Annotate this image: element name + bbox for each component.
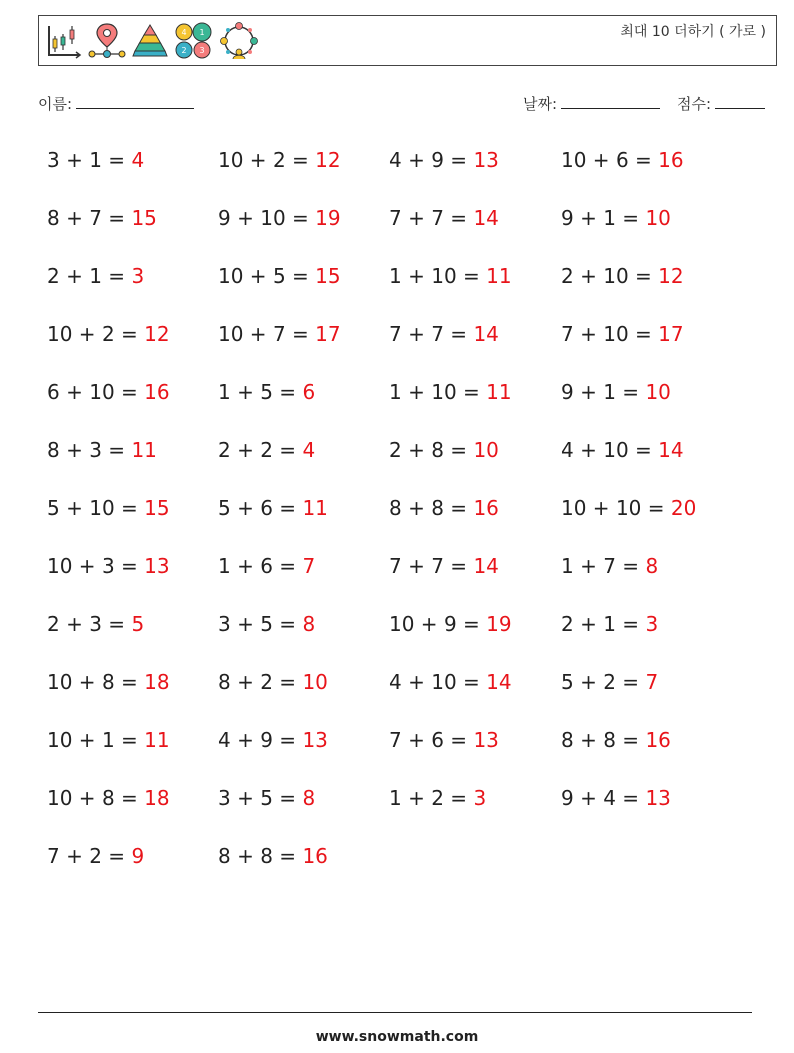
- addend-a: 10: [389, 612, 415, 636]
- addend-a: 10: [561, 496, 587, 520]
- addend-a: 7: [389, 554, 402, 578]
- addend-a: 8: [389, 496, 402, 520]
- answer: 4: [131, 148, 145, 172]
- answer: 20: [670, 496, 697, 520]
- addition-problem: 4 + 9 = 13: [389, 148, 499, 172]
- answer: 8: [645, 554, 659, 578]
- addend-a: 1: [389, 380, 402, 404]
- location-pin-network-icon: [87, 22, 127, 60]
- svg-text:2: 2: [181, 46, 187, 55]
- addend-a: 7: [389, 322, 402, 346]
- addition-problem: 2 + 8 = 10: [389, 438, 499, 462]
- numbered-steps-icon: [173, 21, 213, 61]
- addition-problem: 10 + 5 = 15: [218, 264, 341, 288]
- score-blank-line[interactable]: [715, 94, 765, 109]
- name-blank-line[interactable]: [76, 94, 194, 109]
- answer: 11: [486, 380, 512, 404]
- problem-grid: [47, 145, 747, 899]
- addend-b: 10: [431, 380, 457, 404]
- answer: 15: [131, 206, 157, 230]
- answer: 14: [473, 206, 499, 230]
- score-field[interactable]: [677, 93, 765, 114]
- svg-text:3: 3: [199, 46, 205, 55]
- addend-a: 9: [218, 206, 231, 230]
- answer: 15: [144, 496, 170, 520]
- addend-a: 1: [218, 554, 231, 578]
- addend-b: 8: [431, 438, 444, 462]
- addend-a: 3: [218, 786, 231, 810]
- answer: 15: [315, 264, 341, 288]
- addend-b: 10: [89, 380, 115, 404]
- answer: 18: [144, 670, 170, 694]
- addend-a: 10: [218, 322, 244, 346]
- addend-a: 1: [218, 380, 231, 404]
- addend-b: 10: [89, 496, 115, 520]
- addition-problem: 10 + 6 = 16: [561, 148, 684, 172]
- addend-b: 3: [101, 554, 115, 578]
- addend-a: 10: [47, 728, 73, 752]
- addend-b: 10: [431, 264, 457, 288]
- addend-a: 7: [561, 322, 574, 346]
- addition-problem: 3 + 1 = 4: [47, 148, 145, 172]
- addend-b: 4: [603, 786, 616, 810]
- addend-b: 7: [431, 322, 444, 346]
- addend-b: 1: [603, 612, 616, 636]
- addition-problem: 10 + 10 = 20: [561, 496, 697, 520]
- answer: 10: [473, 438, 499, 462]
- answer: 18: [144, 786, 170, 810]
- worksheet-header: [38, 15, 777, 66]
- addend-b: 1: [89, 264, 102, 288]
- addend-a: 5: [47, 496, 60, 520]
- addition-problem: 7 + 10 = 17: [561, 322, 684, 346]
- addition-problem: 10 + 8 = 18: [47, 670, 170, 694]
- addend-a: 8: [218, 670, 231, 694]
- addend-a: 4: [561, 438, 574, 462]
- addend-a: 8: [561, 728, 574, 752]
- answer: 19: [315, 206, 341, 230]
- addend-a: 9: [561, 786, 574, 810]
- addend-b: 2: [89, 844, 102, 868]
- circular-people-network-icon: [217, 21, 261, 61]
- addition-problem: 2 + 1 = 3: [47, 264, 145, 288]
- addend-a: 4: [389, 670, 402, 694]
- addend-b: 8: [101, 786, 115, 810]
- addend-b: 3: [89, 612, 102, 636]
- addend-b: 7: [431, 554, 444, 578]
- answer: 16: [144, 380, 170, 404]
- answer: 6: [302, 380, 316, 404]
- addition-problem: 9 + 10 = 19: [218, 206, 341, 230]
- addend-a: 2: [561, 612, 574, 636]
- answer: 7: [645, 670, 659, 694]
- addend-a: 10: [47, 554, 73, 578]
- svg-text:1: 1: [199, 28, 205, 37]
- addend-b: 3: [89, 438, 102, 462]
- addend-a: 2: [47, 612, 60, 636]
- answer: 3: [473, 786, 487, 810]
- answer: 7: [302, 554, 316, 578]
- addend-a: 2: [47, 264, 60, 288]
- addend-b: 8: [101, 670, 115, 694]
- addend-a: 4: [218, 728, 231, 752]
- worksheet-title: 최대 10 더하기 ( 가로 ): [620, 24, 766, 40]
- answer: 9: [131, 844, 145, 868]
- answer: 8: [302, 786, 316, 810]
- answer: 4: [302, 438, 316, 462]
- addend-a: 10: [47, 322, 73, 346]
- addition-problem: 5 + 10 = 15: [47, 496, 170, 520]
- addition-problem: 10 + 7 = 17: [218, 322, 341, 346]
- addition-problem: 4 + 10 = 14: [561, 438, 684, 462]
- header-icons: [45, 20, 261, 62]
- answer: 17: [658, 322, 684, 346]
- addend-a: 8: [47, 206, 60, 230]
- addend-a: 9: [561, 380, 574, 404]
- addition-problem: 10 + 2 = 12: [47, 322, 170, 346]
- name-field[interactable]: [38, 93, 194, 114]
- answer: 11: [486, 264, 512, 288]
- addend-b: 9: [443, 612, 457, 636]
- answer: 5: [131, 612, 145, 636]
- addend-a: 5: [218, 496, 231, 520]
- addition-problem: 1 + 5 = 6: [218, 380, 316, 404]
- pyramid-chart-icon: [131, 22, 169, 60]
- addend-a: 1: [389, 264, 402, 288]
- addend-a: 10: [561, 148, 587, 172]
- answer: 14: [658, 438, 684, 462]
- date-field[interactable]: [523, 93, 660, 114]
- addend-b: 9: [260, 728, 273, 752]
- addition-problem: 3 + 5 = 8: [218, 612, 316, 636]
- addend-a: 1: [389, 786, 402, 810]
- addend-b: 6: [260, 554, 273, 578]
- answer: 16: [302, 844, 328, 868]
- answer: 12: [315, 148, 341, 172]
- answer: 19: [486, 612, 512, 636]
- addend-b: 5: [272, 264, 286, 288]
- answer: 13: [144, 554, 170, 578]
- addend-b: 7: [603, 554, 616, 578]
- addition-problem: 9 + 1 = 10: [561, 380, 671, 404]
- addition-problem: 8 + 8 = 16: [561, 728, 671, 752]
- addition-problem: 10 + 9 = 19: [389, 612, 512, 636]
- addend-b: 10: [603, 264, 629, 288]
- addend-a: 7: [389, 206, 402, 230]
- addend-a: 9: [561, 206, 574, 230]
- answer: 17: [315, 322, 341, 346]
- answer: 13: [645, 786, 671, 810]
- answer: 11: [302, 496, 328, 520]
- addend-a: 6: [47, 380, 60, 404]
- answer: 10: [645, 206, 671, 230]
- footer-divider: [38, 1012, 752, 1013]
- addend-a: 10: [218, 148, 244, 172]
- addition-problem: 7 + 2 = 9: [47, 844, 145, 868]
- addend-b: 5: [260, 786, 273, 810]
- addend-b: 9: [431, 148, 444, 172]
- addend-a: 8: [218, 844, 231, 868]
- date-blank-line[interactable]: [561, 94, 660, 109]
- addend-b: 2: [272, 148, 286, 172]
- answer: 10: [302, 670, 328, 694]
- addend-b: 2: [101, 322, 115, 346]
- addition-problem: 1 + 6 = 7: [218, 554, 316, 578]
- addition-problem: 7 + 6 = 13: [389, 728, 499, 752]
- addition-problem: 10 + 8 = 18: [47, 786, 170, 810]
- addition-problem: 7 + 7 = 14: [389, 322, 499, 346]
- addend-b: 8: [603, 728, 616, 752]
- addend-b: 1: [101, 728, 115, 752]
- addition-problem: 9 + 1 = 10: [561, 206, 671, 230]
- addend-b: 1: [603, 206, 616, 230]
- addition-problem: 8 + 8 = 16: [389, 496, 499, 520]
- answer: 14: [486, 670, 512, 694]
- answer: 8: [302, 612, 316, 636]
- addition-problem: 6 + 10 = 16: [47, 380, 170, 404]
- answer: 3: [645, 612, 659, 636]
- addend-b: 5: [260, 612, 273, 636]
- addend-a: 5: [561, 670, 574, 694]
- addition-problem: 4 + 9 = 13: [218, 728, 328, 752]
- addition-problem: 1 + 10 = 11: [389, 380, 512, 404]
- answer: 11: [144, 728, 170, 752]
- answer: 13: [302, 728, 328, 752]
- addend-a: 10: [218, 264, 244, 288]
- addition-problem: 3 + 5 = 8: [218, 786, 316, 810]
- addend-a: 2: [561, 264, 574, 288]
- addend-a: 10: [47, 786, 73, 810]
- addend-b: 10: [431, 670, 457, 694]
- addition-problem: 8 + 2 = 10: [218, 670, 328, 694]
- addend-b: 10: [603, 438, 629, 462]
- score-label: 점수:: [677, 95, 712, 113]
- answer: 14: [473, 554, 499, 578]
- date-label: 날짜:: [523, 95, 558, 113]
- addition-problem: 9 + 4 = 13: [561, 786, 671, 810]
- answer: 12: [144, 322, 170, 346]
- answer: 3: [131, 264, 145, 288]
- addend-b: 2: [431, 786, 444, 810]
- addition-problem: 8 + 7 = 15: [47, 206, 157, 230]
- addend-b: 6: [431, 728, 444, 752]
- addend-b: 5: [260, 380, 273, 404]
- addend-a: 2: [218, 438, 231, 462]
- addend-a: 10: [47, 670, 73, 694]
- answer: 10: [645, 380, 671, 404]
- addend-a: 7: [47, 844, 60, 868]
- addition-problem: 1 + 7 = 8: [561, 554, 659, 578]
- addition-problem: 1 + 10 = 11: [389, 264, 512, 288]
- answer: 14: [473, 322, 499, 346]
- svg-text:4: 4: [181, 28, 187, 37]
- addend-b: 2: [603, 670, 616, 694]
- answer: 13: [473, 728, 499, 752]
- addend-a: 8: [47, 438, 60, 462]
- answer: 12: [658, 264, 684, 288]
- addition-problem: 2 + 10 = 12: [561, 264, 684, 288]
- candlestick-chart-icon: [45, 22, 83, 60]
- addend-b: 10: [603, 322, 629, 346]
- addition-problem: 10 + 1 = 11: [47, 728, 170, 752]
- answer: 11: [131, 438, 157, 462]
- addend-b: 1: [89, 148, 102, 172]
- addend-b: 7: [272, 322, 286, 346]
- addend-b: 8: [260, 844, 273, 868]
- addend-b: 1: [603, 380, 616, 404]
- addend-a: 3: [218, 612, 231, 636]
- addend-a: 1: [561, 554, 574, 578]
- addition-problem: 1 + 2 = 3: [389, 786, 487, 810]
- answer: 13: [473, 148, 499, 172]
- addend-a: 2: [389, 438, 402, 462]
- answer: 16: [473, 496, 499, 520]
- name-label: 이름:: [38, 95, 73, 113]
- addend-b: 2: [260, 670, 273, 694]
- addition-problem: 2 + 1 = 3: [561, 612, 659, 636]
- addition-problem: 10 + 3 = 13: [47, 554, 170, 578]
- addition-problem: 7 + 7 = 14: [389, 206, 499, 230]
- addition-problem: 2 + 3 = 5: [47, 612, 145, 636]
- addition-problem: 10 + 2 = 12: [218, 148, 341, 172]
- addend-b: 10: [615, 496, 642, 520]
- addend-a: 4: [389, 148, 402, 172]
- addition-problem: 2 + 2 = 4: [218, 438, 316, 462]
- addend-b: 6: [615, 148, 629, 172]
- addend-b: 6: [260, 496, 273, 520]
- addend-b: 7: [431, 206, 444, 230]
- addend-b: 10: [260, 206, 286, 230]
- addition-problem: 8 + 3 = 11: [47, 438, 157, 462]
- addend-a: 3: [47, 148, 60, 172]
- answer: 16: [645, 728, 671, 752]
- addend-b: 8: [431, 496, 444, 520]
- addition-problem: 4 + 10 = 14: [389, 670, 512, 694]
- answer: 16: [658, 148, 684, 172]
- addend-a: 7: [389, 728, 402, 752]
- addition-problem: 7 + 7 = 14: [389, 554, 499, 578]
- addition-problem: 5 + 6 = 11: [218, 496, 328, 520]
- addend-b: 7: [89, 206, 102, 230]
- footer-url: www.snowmath.com: [315, 1029, 479, 1045]
- addition-problem: 5 + 2 = 7: [561, 670, 659, 694]
- addend-b: 2: [260, 438, 273, 462]
- addition-problem: 8 + 8 = 16: [218, 844, 328, 868]
